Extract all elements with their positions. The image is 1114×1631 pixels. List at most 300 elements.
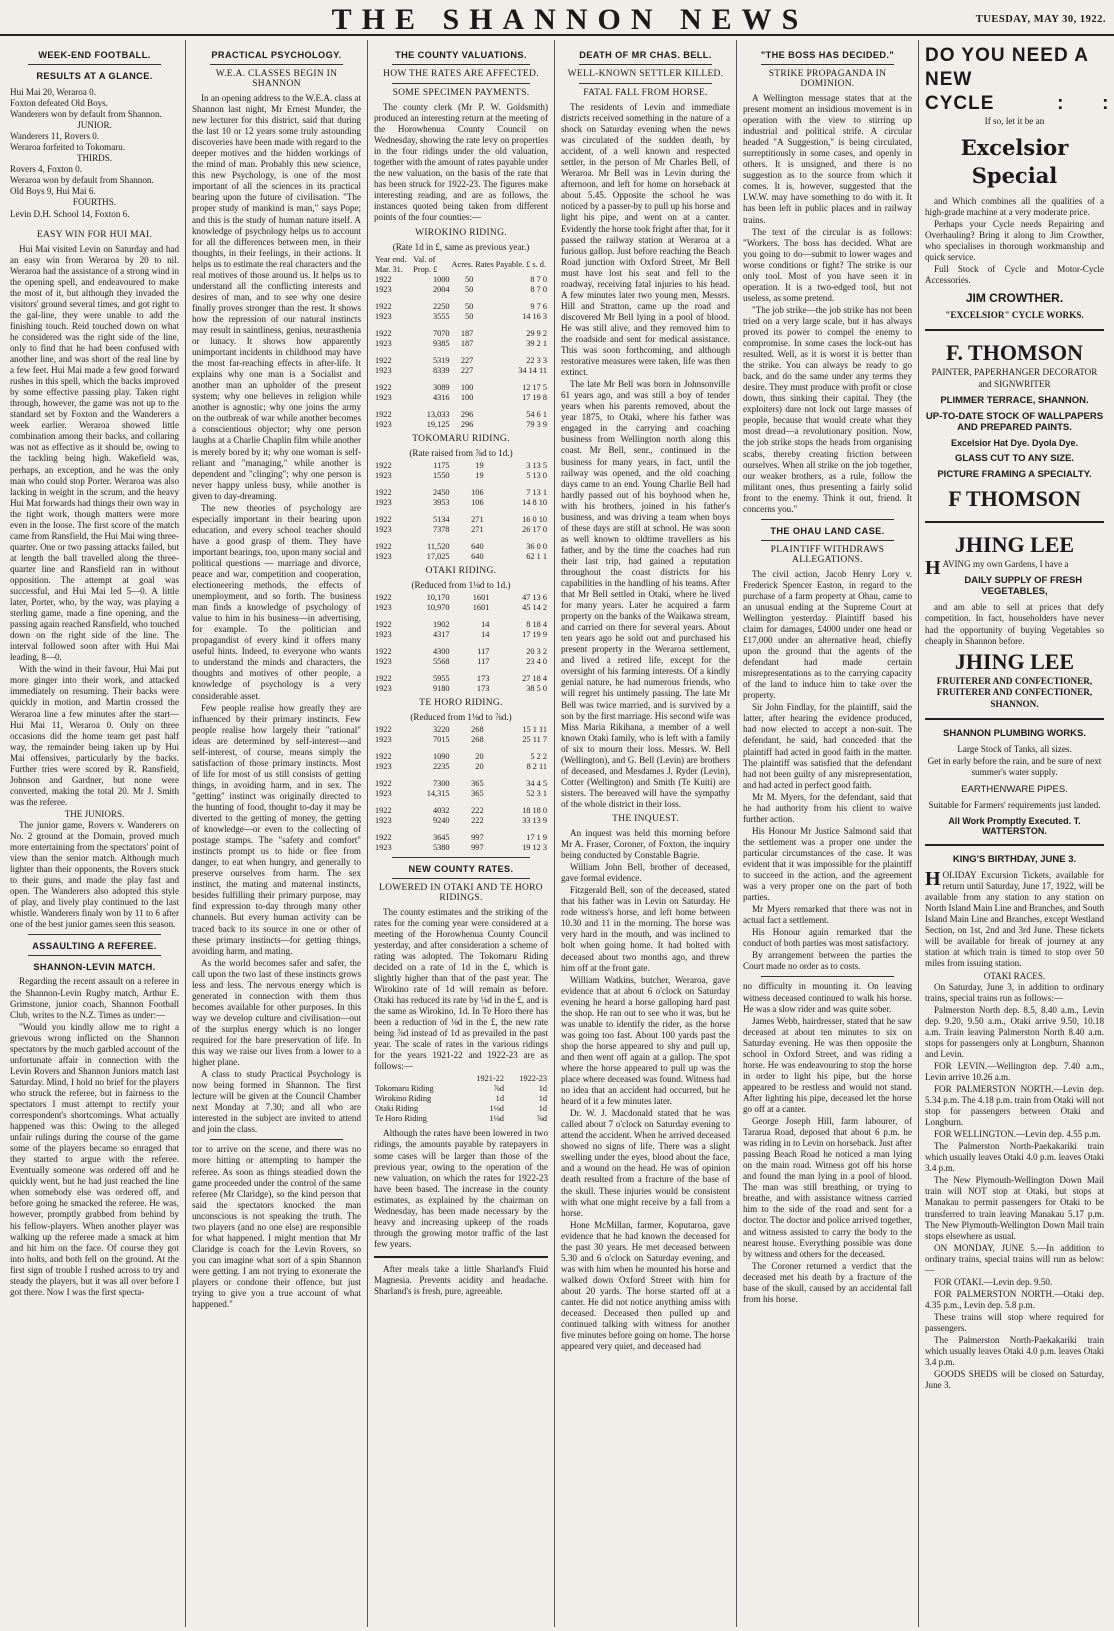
table-cell: 34 4 5: [526, 778, 547, 788]
table-cell: 19: [475, 470, 484, 480]
table-cell: 7378: [432, 524, 450, 534]
article-paragraph: "Would you kindly allow me to right a grievous wrong inflicted on the Shannon spectators by the much garbled account of the unfortunate affair in connection with the Levin Rovers and Shannon Juniors match last Saturday. Mind, I hold no brief for the players who struck the referee, but in fairness to the spectators I must attempt to rectify your correspondent's shortcomings. What actually happened was this: Owing to the alleged unfair rulings during the course of the game some of the players became so enraged that they started to argue with the referee. Eventually someone was ordered off and he quickly went, but he had just reached the line when somebody else was ordered off, and before going he smacked the referee. He was, however, promptly grabbed from behind by his fellow-players. When another player was walking up the referee made a smack at him and hit him on the face. Of course they got into holts, and both fell on the ground. At the first sign of trouble I rushed across to try and steady the players, but it was all over before I got there. Now I was the first specta-: [10, 1021, 179, 1297]
headline: DEATH OF MR CHAS. BELL.: [579, 50, 712, 60]
advert-heading: DO YOU NEED A NEW: [925, 45, 1089, 90]
divider: [210, 64, 343, 65]
subheadline: SHANNON-LEVIN MATCH.: [33, 962, 156, 973]
article-paragraph: Mr Myers remarked that there was not in actual fact a settlement.: [743, 904, 912, 926]
divider: [761, 976, 894, 977]
advert-text: Get in early before the rain, and be sure of next summer's water supply.: [927, 755, 1102, 778]
table-cell: 12 17 5: [522, 382, 547, 392]
advert-text: The New Plymouth-Wellington Down Mail train will NOT stop at Otaki, but stops at Manakau to permit passengers for Otaki to be transferred to train leaving Manakau 5.17 p.m. The New Plymouth-Wellington Down Mail train stops elsewhere as usual.: [925, 1175, 1104, 1241]
table-row: [374, 285, 548, 295]
advert-thomson: [925, 339, 1104, 513]
table-row: [374, 789, 548, 799]
table-cell: 1922: [375, 382, 392, 392]
table-row: [374, 552, 548, 562]
table-cell: 1923: [375, 734, 392, 744]
advert-text: Suitable for Farmers' requirements just landed.: [928, 799, 1101, 810]
table-cell: 20: [475, 751, 484, 761]
article-paragraph: His Honour again remarked that the conduct of both parties was most satisfactory.: [743, 927, 912, 949]
table-cell: Tokomaru Riding: [375, 1084, 434, 1094]
subheadline: THE INQUEST.: [612, 814, 679, 824]
table-header-cell: [374, 1074, 462, 1084]
table-cell: 271: [471, 514, 484, 524]
advert-text: HOLIDAY Excursion Tickets, available for return until Saturday, June 17, 1922, will be available from any station to any station on North Island Main Line and Branches, and South Island Main Line and Branches, except Westland Section, on 1st, 2nd and 3rd June. These tickets will be available for break of journey at any station at which train is timed to stop over 50 miles from issuing station.: [925, 868, 1104, 969]
advert-text: Palmerston North dep. 8.5, 8.40 a.m., Levin dep. 9.20, 9.50 a.m., Otaki arrive 9.50, 10.18 a.m. Train leaving Palmerston North 8.40 a.m. stops for passengers only at Longburn, Shannon and Levin.: [925, 1004, 1104, 1059]
table-row: [374, 762, 548, 772]
table-cell: Wirokino Riding: [375, 1094, 432, 1104]
table-cell: 227: [460, 355, 474, 365]
table-cell: 7 13 1: [526, 487, 547, 497]
table-cell: 1923: [375, 761, 392, 771]
article-paragraph: A class to study Practical Psychology is now being formed in Shannon. The first lecture will be given at the Council Chamber next Monday at 7.30; and all who are interested in the subject are invited to attend and join the class.: [192, 1069, 361, 1135]
advert-name: SHANNON PLUMBING WORKS.: [942, 728, 1087, 740]
table-cell: 1⅛d: [489, 1104, 504, 1114]
table-cell: 268: [471, 734, 484, 744]
table-cell: 1923: [375, 311, 392, 321]
subheadline: HOW THE RATES ARE AFFECTED.: [383, 69, 539, 79]
table-title: WIROKINO RIDING.: [415, 227, 507, 238]
table-cell: 45 14 2: [522, 602, 547, 612]
table-cell: 1922: [375, 301, 392, 311]
table-cell: 9240: [432, 815, 450, 825]
divider: [925, 329, 1104, 331]
divider: [761, 540, 894, 541]
subheadline: RESULTS AT A GLANCE.: [36, 71, 153, 81]
column-5: [737, 40, 919, 1627]
article-paragraph: By arrangement between the parties the Court made no order as to costs.: [743, 950, 912, 972]
table-cell: 106: [471, 487, 484, 497]
table-cell: 1922: [375, 592, 392, 602]
table-cell: 187: [460, 328, 474, 338]
column-6-adverts: [919, 40, 1110, 1627]
table-subtitle: (Reduced from 1⅛d to ⅞d.): [410, 711, 512, 722]
article-paragraph: no difficulty in mounting it. On leaving witness deceased continued to walk his horse. He was a slow rider and was quite sober.: [743, 981, 912, 1014]
table-cell: 20 3 2: [526, 646, 547, 656]
headline: WEEK-END FOOTBALL.: [38, 50, 151, 60]
advert-name: JHING LEE: [954, 532, 1075, 558]
table-cell: 25 11 7: [522, 734, 547, 744]
table-cell: 17 19 9: [522, 629, 547, 639]
table-header-row: [374, 255, 548, 275]
table-cell: 1922: [375, 646, 392, 656]
table-cell: 117: [477, 646, 490, 656]
table-cell: 4032: [432, 805, 450, 815]
article-paragraph: Few people realise how greatly they are influenced by their primary instincts. Few people realise how largely their "rational" ideas are determined by self-interest—and self-interest, of course, means simply the satisfaction of those primary instincts. Most of life for most of us still consists of getting things, in avoiding harm, and in sex. The "getting" instinct was originally directed to the hunting of food, thought to-day it may be diverted to the getting of money, the getting of knowledge—or even to the collecting of postage stamps. The "safety and comfort" instincts prompt us to hide or flee from danger, to eat when hungry, and generally to preserve ourselves from harm. The sex instinct, the mating and maternal instincts, besides fulfilling their primary purpose, may find expression to-day through many other channels. But every human activity can be traced back to its source in one or other of these primary instincts—for getting things, avoiding harm, and mating.: [192, 702, 361, 956]
table-cell: 1d: [538, 1104, 547, 1114]
table-header-cell: 1922-23: [519, 1074, 547, 1084]
headline: THE COUNTY VALUATIONS.: [395, 50, 527, 60]
table-cell: 997: [471, 842, 484, 852]
article-paragraph: With the wind in their favour, Hui Mai put more ginger into their work, and attacked immediately on resuming. Their backs were quickly in motion, and Martin crossed the Weraroa line a few minutes after the start—Hui Mai 11, Weraroa 0. Only on three occasions did the home team get past half way, the remainder being taken up by Hui Mai offensives, particularly by the backs. Further tries were scored by R. Ransfield, Johnson and Gardner, but none were converted, making the total 20. Mr J. Smith was the referee.: [10, 664, 179, 807]
table-cell: 14,315: [426, 788, 450, 798]
table-cell: Otaki Riding: [375, 1104, 419, 1114]
table-cell: 1922: [375, 751, 392, 761]
table-cell: 19,125: [426, 419, 450, 429]
table-cell: 4317: [432, 629, 450, 639]
article-paragraph: Regarding the recent assault on a referee in the Shannon-Levin Rugby match, Arthur E. Grimstone, junior coach, Shannon Football Club, writes to the N.Z. Times as under:—: [10, 976, 179, 1020]
subheadline: WELL-KNOWN SETTLER KILLED.: [567, 69, 724, 79]
table-cell: 296: [460, 419, 474, 429]
table-cell: 14: [481, 619, 490, 629]
table-cell: 10,170: [426, 592, 450, 602]
article-paragraph: Fitzgerald Bell, son of the deceased, stated that his father was in Levin on Saturday. He rode witness's horse, and left home between 10.30 and 11 in the morning. The horse was very hard in the mouth, and was inclined to bolt when going home. It had bolted with deceased about two months ago, and threw him off at the front gate.: [561, 885, 730, 973]
advert-text: All Work Promptly Executed. T. WATTERSTON.: [948, 816, 1081, 837]
table-row: [374, 339, 548, 349]
headline: ASSAULTING A REFEREE.: [32, 941, 157, 952]
rates-scale-table: [374, 1074, 548, 1124]
table-cell: 9 7 6: [530, 301, 547, 311]
article-paragraph: The Coroner returned a verdict that the deceased met his death by a fracture of the base of the skull, caused by an accidental fall from his horse.: [743, 1260, 912, 1304]
article-paragraph: In an opening address to the W.E.A. class at Shannon last night, Mr Ernest Munder, the new lecturer for this district, said that during the last 10 or 12 years some truly astounding discoveries have been made with regard to the deeper motives and the hidden workings of the mind of man. Probably this new science, this new Psychology, is one of the most important of all the sciences in its practical bearing upon the future of civilisation. "The proper study of mankind is man," says Pope; and this is the study of human nature itself. A knowledge of psychology helps us to account for all the differences between men, in their thoughts, in their feelings, in their actions. It helps us to estimate the real characters and the real motives of those around us. It helps us to understand all the conflicting interests and desires of man, and to see why one desire finally proves stronger than the rest. It shows how the repression of our natural instincts may result in saintliness, genius, neurasthenia or lunacy. It shows how apparently unimportant incidents in childhood may have the most far-reaching effects in after-life. It explains why one man is a Socialist and another man an upholder of the present system; why one believes in religion while another is agnostic; why one joins the army on the outbreak of war while another becomes a conscientious objector; why one person laughs at a Charlie Chaplin film while another is merely bored by it; why one woman is self-reliant and "managing," while another is dependent and "clinging"; why one person is never happy unless busy, while another is given to day-dreaming.: [192, 93, 361, 501]
advert-text: Full Stock of Cycle and Motor-Cycle Accessories.: [925, 263, 1104, 285]
table-body: [374, 275, 548, 430]
article-paragraph: The county estimates and the striking of the rates for the coming year were considered at a meeting of the Horowhenua County Council yesterday, and after consideration a scheme of rating was adopted. The Tokomaru Riding decided on a rate of 1d in the £, which is slightly higher than that of the past year. The Wirokino rate of 1d will remain as before. Otaki has reduced its rate by ⅛d in the £, and is the same as Wirokino, 1d. In Te Horo there has been a reduction of ⅛d in the £, the new rate being ⅞d instead of 1d as prevailed in the past year. The scale of rates in the various ridings for the years 1921-22 and 1922-23 are as follows:—: [374, 906, 548, 1072]
divider: [925, 521, 1104, 523]
table-cell: 5568: [432, 656, 450, 666]
advert-excelsior: [925, 44, 1110, 321]
article-paragraph: The junior game, Rovers v. Wanderers on No. 2 ground at the Domain, proved much more entertaining from the spectators' point of view than the senior match. Although much lighter than their opponents, the Rovers stuck to their guns, and made the play fast and open. The Wanderers also adopted this style of play, and lively play continued to the last whistle. Wanderers finaly won by 11 to 6 after one of the best junior games seen this season.: [10, 820, 179, 930]
table-row: [374, 745, 548, 762]
table-subtitle: (Rate 1d in £, same as previous year.): [392, 241, 530, 252]
table-cell: 1923: [375, 815, 392, 825]
results-list: Wanderers 11, Rovers 0. Weraroa forfeited to Tokomaru.: [10, 131, 126, 153]
table-cell: 7070: [432, 328, 450, 338]
column-2: [186, 40, 368, 1627]
table-cell: 2004: [432, 284, 450, 294]
table-cell: 29 9 2: [526, 328, 547, 338]
table-cell: 19 12 3: [522, 842, 547, 852]
divider: [925, 718, 1104, 720]
table-cell: 79 3 9: [526, 419, 547, 429]
article-paragraph: The late Mr Bell was born in Johnsonville 61 years ago, and was still a boy of tender years when his parents removed, about the year 1875, to Otaki, where his father was engaged in the carrying and coaching business from Wellington north along this coast. Mr Bell, senr., continued in the business for many years, in fact, until the railway was opened, and the old coaching days came to an end. Young Charlie Bell had hardly passed out of his boyhood when he, with his brothers, joined in his father's business, and was driving a team when boys of these days are still at school. He was soon as well known to oldtime travellers as his father, and by the time the coaches had run their last trip, had gained a reputation throughout the coast districts for his capabilities in the handling of his teams. After that Mr Bell settled in Otaki, where he lived for many years. Later he acquired a farm property on the banks of the Waikawa stream, and carried on there for several years. About ten years ago he sold out and purchased his present property in the Weraroa settlement, and lived a retired life, except for the oversight of his farming interests. Of a kindly genial nature, he had numerous friends, who will regret his untimely passing. The late Mr Bell was twice married, and is survived by a son by the first marriage. His second wife was Miss Maria Rikihana, a member of a well known Otaki family, who is left with a family of six to mourn their loss. Messrs. W. Bell (Wellington), and G. Bell (Levin) are brothers of deceased, and Mesdames J. Ryder (Levin), Cotter (Wellington) and Smith (Te Kuiti) are sisters. The bereaved will have the sympathy of the whole district in their loss.: [561, 379, 730, 809]
table-cell: 1922: [375, 541, 392, 551]
table-cell: 1902: [432, 619, 450, 629]
advert-heading: CYCLE : :: [925, 93, 1110, 114]
table-row: [374, 461, 548, 471]
table-row: [374, 481, 548, 498]
table-cell: 1922: [375, 355, 392, 365]
advert-text: EARTHENWARE PIPES.: [961, 783, 1068, 795]
table-cell: 50: [464, 284, 474, 294]
advert-text: FOR OTAKI.—Levin dep. 9.50.: [934, 1276, 1053, 1287]
divider: [392, 83, 530, 84]
table-cell: 11,520: [427, 541, 450, 551]
table-header-cell: 1921-22: [476, 1074, 504, 1084]
table-cell: 47 13 6: [522, 592, 547, 602]
advert-text: and am able to sell at prices that defy competition. In fact, householders have never had the opportunity of buying Vegetables so cheaply in Shannon before.: [925, 602, 1104, 646]
table-row: [374, 843, 548, 853]
table-cell: 16 0 10: [522, 514, 547, 524]
table-cell: 640: [471, 551, 484, 561]
advert-text: Excelsior Hat Dye. Dyola Dye.: [950, 438, 1079, 449]
table-header-row: [374, 1074, 548, 1084]
advert-text: "EXCELSIOR" CYCLE WORKS.: [945, 309, 1084, 320]
table-cell: 10,970: [426, 602, 450, 612]
table-cell: 17 19 8: [522, 392, 547, 402]
section-label: OTAKI RACES.: [983, 970, 1046, 981]
rates-table-otaki: [374, 593, 548, 694]
divider: [392, 857, 530, 858]
advert-text: These trains will stop where required for passengers.: [925, 1311, 1104, 1333]
table-cell: 1922: [375, 328, 392, 338]
article-paragraph: Dr. W. J. Macdonald stated that he was called about 7 o'clock on Saturday evening to attend the accident. When he arrived deceased showed no signs of life. There was a slight swelling under the eyes, blood about the face, and a wound on the head. He was of opinion death resulted from a fracture of the base of the skull. These injuries would be consistent with what one might receive by a fall from a horse.: [561, 1108, 730, 1218]
table-cell: 1922: [375, 619, 392, 629]
table-cell: 1923: [375, 683, 392, 693]
masthead-date: TUESDAY, MAY 30, 1922.: [975, 14, 1106, 25]
table-cell: ⅞d: [493, 1084, 504, 1094]
table-cell: 187: [460, 338, 474, 348]
table-cell: 100: [460, 392, 474, 402]
advert-text: FOR LEVIN.—Wellington dep. 7.40 a.m., Levin arrive 10.26 a.m.: [925, 1060, 1104, 1082]
table-body: [374, 1084, 548, 1124]
article-paragraph: tor to arrive on the scene, and there was no more hitting or attempting to hamper the referee. As soon as things steadied down the game proceeded under the control of the same referee (Mr Claridge), so the kind person that said the spectators knocked the man unconscious is not speaking the truth. The two players (and no one else) are responsible for what happened. I might mention that Mr Claridge is coach for the Levin Rovers, so you can imagine what sort of a spin Shannon were getting. I am not trying to exonerate the players or condone their offence, but just trying to give you a true account of what happened.": [192, 1144, 361, 1310]
headline: THE OHAU LAND CASE.: [770, 525, 885, 536]
table-cell: 3555: [432, 311, 450, 321]
table-cell: 5 13 0: [526, 470, 547, 480]
table-row: [374, 1104, 548, 1114]
table-cell: 1922: [375, 487, 392, 497]
table-cell: 19: [475, 460, 484, 470]
section-label: FOURTHS.: [72, 197, 117, 208]
section-label: THIRDS.: [76, 153, 113, 164]
table-cell: 1090: [432, 751, 450, 761]
divider: [28, 64, 161, 65]
table-cell: 1923: [375, 656, 392, 666]
divider: [925, 844, 1104, 846]
table-body: [374, 725, 548, 853]
table-row: [374, 603, 548, 613]
article-paragraph: "The job strike—the job strike has not been tried on a very large scale, but it has always proved its power to compel the enemy to compromise. In some cases the lock-out has resulted. Well, as it is worst it is better than the strike. You can always be ready to go back, and do the same under any terms they desire. They must produce with profit or close down, thus sinking their capital. They (the exploiters) dare not lock out large masses of people, because that would create what they most dread—a revolutionary position. Now, the job strike stops the heads from organising scabs, thereby creating friction between ourselves. When all strike on the job together, our weaker brothers, as a rule, follow the militant ones, thus presenting a fairly solid front to the enemy. Think it out, friend. It concerns you.": [743, 304, 912, 514]
table-cell: 52 3 1: [526, 788, 547, 798]
table-cell: 5 2 2: [530, 751, 547, 761]
advert-plumbing: [925, 728, 1104, 836]
table-cell: 5319: [432, 355, 450, 365]
table-cell: 62 1 1: [526, 551, 547, 561]
table-cell: 1922: [375, 514, 392, 524]
table-row: [374, 295, 548, 312]
advert-text: and Which combines all the qualities of a high-grade machine at a very moderate price.: [925, 195, 1104, 217]
table-cell: 14: [481, 629, 490, 639]
table-row: [374, 322, 548, 339]
table-cell: 50: [464, 274, 474, 284]
article-paragraph: Hui Mai visited Levin on Saturday and had an easy win from Weraroa by 20 to nil. Weraroa had the assistance of a strong wind in the opening spell, and endeavoured to make the most of it, but although they invaded the visitors' ground several times, and got right to the gal-line, they were unable to add the finishing touch. Reid touched down on what he considered was the right side of the line, only to find that he had been confused with another line, and was short of the real line by a few feet. Hui Mai made a few good forward rushes in this spell, which the backs improved by some effective passing play. Taken right through, however, the game was not up to the standard set by Foxton and the Wanderers a week earlier. Weraroa showed little combination among their backs, and collaring was not as effective as it should be, owing to the tackling being high. Wakefield was, perhaps, an exception, and he was the only man who could stop Porter. Weraroa was also lacking in weight in the scrum, and the heavy Hui Mat forwards had things their own way in the tight work, though matters were more even in the loose. The first score of the match came from Ransfield, the Hui Mai wing three-quarter. One or two passing attacks failed, but at length the ball travelled along the three-quarter line and Ransfield ran in without opposition. The attempt at goal was successful, and Hui Mai led 5—0. A little later, Porter, who, by the way, was playing a sterling game, made a fine opening, and the passing again reached Ransfield, who touched down on the right side of the line. The interval followed soon after with Hui Mai leading, 8—0.: [10, 243, 179, 663]
table-cell: 54 6 1: [526, 409, 547, 419]
table-row: [374, 312, 548, 322]
table-row: [374, 657, 548, 667]
subheadline: PLAINTIFF WITHDRAWS ALLEGATIONS.: [770, 544, 885, 565]
table-cell: 15 1 11: [522, 724, 547, 734]
section-label: JUNIOR.: [77, 120, 112, 131]
rates-table-tokomaru: [374, 461, 548, 562]
table-cell: 106: [471, 497, 484, 507]
table-cell: 1922: [375, 724, 392, 734]
table-cell: 173: [476, 673, 490, 683]
table-title: TOKOMARU RIDING.: [412, 433, 510, 444]
table-cell: 640: [471, 541, 484, 551]
table-cell: 2235: [432, 761, 450, 771]
article-paragraph: Mr M. Myers, for the defendant, said that he had authority from his client to waive further action.: [743, 791, 912, 824]
table-row: [374, 735, 548, 745]
advert-name: F. THOMSON: [946, 340, 1083, 366]
table-cell: 100: [460, 382, 474, 392]
table-cell: 296: [460, 409, 474, 419]
advert-text: UP-TO-DATE STOCK OF WALLPAPERS AND PREPARED PAINTS.: [925, 411, 1104, 434]
table-cell: 1000: [432, 274, 450, 284]
advert-text: DAILY SUPPLY OF FRESH VEGETABLES,: [964, 575, 1083, 598]
table-cell: 365: [471, 788, 484, 798]
advert-text: The Palmerston North-Paekakariki train which usually leaves Otaki 4.0 p.m. leaves Otaki 3.4 p.m.: [925, 1335, 1104, 1368]
table-cell: 17 1 9: [526, 832, 547, 842]
table-cell: ⅞d: [536, 1114, 547, 1124]
article-paragraph: Although the rates have been lowered in two ridings, the amounts payable by ratepayers in some cases will be larger than those of the previous year, owing to the operation of the new valuation, on which the rates for 1922-23 have been based. The increase in the county estimates, as explained by the chairman on Wednesday, has been made necessary by the heavy and increasing upkeep of the roads through the growing motor traffic of the last few years.: [374, 1128, 548, 1249]
table-cell: 3 13 5: [526, 460, 547, 470]
article-paragraph: The text of the circular is as follows: "Workers. The boss has decided. What are you going to do—submit to lower wages and worse conditions or fight? The strike is our only tool. Most of you have seen it in operation. It is a two-edged tool, but not useless, as some pretend.: [743, 226, 912, 303]
table-cell: 26 17 0: [522, 524, 547, 534]
table-cell: 1601: [472, 602, 490, 612]
advert-text: Perhaps your Cycle needs Repairing and Overhauling? Bring it along to Jim Crowther, who specialises in thorough workmanship and quick service.: [925, 218, 1104, 262]
table-cell: 18 18 0: [522, 805, 547, 815]
advert-jhing-lee: [925, 531, 1104, 710]
advert-text: GLASS CUT TO ANY SIZE.: [954, 453, 1075, 465]
table-cell: 173: [476, 683, 490, 693]
table-cell: 222: [471, 815, 484, 825]
table-row: [374, 630, 548, 640]
column-4: [555, 40, 737, 1627]
advert-text: PAINTER, PAPERHANGER DECORATOR and SIGNWRITER: [931, 367, 1098, 389]
table-cell: 5134: [432, 514, 450, 524]
table-cell: 22 3 3: [526, 355, 547, 365]
table-title: TE HORO RIDING.: [419, 697, 503, 708]
advert-name: JIM CROWTHER.: [965, 290, 1064, 305]
table-cell: 17,025: [426, 551, 450, 561]
table-cell: 9180: [432, 683, 450, 693]
table-row: [374, 826, 548, 843]
table-row: [374, 471, 548, 481]
table-cell: 365: [471, 778, 484, 788]
table-row: [374, 508, 548, 525]
table-cell: 117: [477, 656, 490, 666]
table-cell: 8 18 4: [526, 619, 547, 629]
table-cell: 268: [471, 724, 484, 734]
table-row: [374, 684, 548, 694]
rates-table-tehoro: [374, 725, 548, 853]
divider: [374, 1256, 548, 1258]
article-paragraph: William Watkins, butcher, Weraroa, gave evidence that at about 6 o'clock on Saturday evening he heard a horse galloping hard past the shop. He ran out to see who it was, but he was unable to identify the rider, as the horse was going too fast. About 100 yards past the shop the horse appeared to shy and pull up, and then went off again at a gallop. The spot where the horse appeared to pull up was the place where deceased was found. Witness had no idea that an accident had occurred, but he heard of it a few minutes later.: [561, 974, 730, 1107]
table-cell: 1⅛d: [489, 1114, 504, 1124]
advert-text: PICTURE FRAMING A SPECIALTY.: [937, 469, 1092, 481]
table-cell: 50: [464, 301, 474, 311]
table-cell: 1923: [375, 788, 392, 798]
table-cell: 3953: [432, 497, 450, 507]
table-row: [374, 366, 548, 376]
table-row: [374, 799, 548, 816]
article-paragraph: The residents of Levin and immediate districts received something in the nature of a shock on Saturday evening when the news was circulated of the sudden death, by accident, of a well known and respected settler, in the person of Mr Charles Bell, of Weraroa. Mr Bell was in Levin during the afternoon, and left for home on horseback at about 5.45. Opposite the school he was noticed by a passer-by to pull up his horse and light his pipe, and went on at a canter. Evidently the horse took fright after that, for it passed the railway station at Weraroa at a furious gallop. Just before reaching the Beach Road junction with Oxford Street, Mr Bell must have lost his seat and fell to the roadway, receiving fatal injuries to his head. A few minutes later two young men, Messrs. Hill and Stratton, came up the road and discovered Mr Bell lying in a pool of blood. He was still alive, and they removed him to the roadside and sent for medical assistance. This was soon forthcoming, and although restorative measures were taken, life was then extinct.: [561, 102, 730, 378]
table-cell: 1d: [495, 1094, 504, 1104]
table-cell: 1922: [375, 673, 392, 683]
table-row: [374, 1084, 548, 1094]
divider: [392, 878, 530, 879]
table-row: [374, 403, 548, 420]
table-cell: 9385: [432, 338, 450, 348]
divider: [761, 64, 894, 65]
headline: NEW COUNTY RATES.: [408, 863, 514, 874]
table-cell: 271: [471, 524, 484, 534]
table-cell: 3220: [432, 724, 450, 734]
table-cell: 3089: [432, 382, 450, 392]
results-list: Rovers 4, Foxton 0. Weraroa won by default from Shannon. Old Boys 9, Hui Mai 6.: [10, 164, 154, 197]
table-row: [374, 816, 548, 826]
table-row: [374, 1094, 548, 1104]
table-cell: Te Horo Riding: [375, 1114, 427, 1124]
table-header-cell: Rates Payable. £ s. d.: [475, 259, 547, 269]
table-cell: 1922: [375, 274, 392, 284]
divider: [28, 955, 161, 956]
results-list: Levin D.H. School 14, Foxton 6.: [10, 208, 130, 219]
table-cell: 4300: [432, 646, 450, 656]
table-cell: 34 14 11: [518, 365, 547, 375]
table-cell: 1601: [472, 592, 490, 602]
rates-table-wirokino: [374, 255, 548, 430]
results-list: Hui Mai 20, Weraroa 0. Foxton defeated Old Boys. Wanderers won by default from Shannon.: [10, 87, 162, 120]
article-paragraph: An inquest was held this morning before Mr A. Fraser, Coroner, of Foxton, the inquiry being conducted by Constable Bagrie.: [561, 828, 730, 861]
column-1: [4, 40, 186, 1627]
article-paragraph: William John Bell, brother of deceased, gave formal evidence.: [561, 862, 730, 884]
table-cell: 1d: [538, 1094, 547, 1104]
subheadline: STRIKE PROPAGANDA IN DOMINION.: [768, 69, 887, 89]
table-row: [374, 393, 548, 403]
divider: [210, 1139, 343, 1140]
table-row: [374, 420, 548, 430]
table-row: [374, 1114, 548, 1124]
divider: [392, 64, 530, 65]
table-row: [374, 613, 548, 630]
table-row: [374, 772, 548, 789]
table-cell: 20: [475, 761, 484, 771]
table-cell: 1175: [433, 460, 450, 470]
headline: "THE BOSS HAS DECIDED.": [760, 50, 895, 60]
advert-name: JHING LEE: [954, 648, 1075, 674]
table-cell: 38 5 0: [526, 683, 547, 693]
table-row: [374, 725, 548, 735]
table-cell: 27 18 4: [522, 673, 547, 683]
advert-text: HAVING my own Gardens, I have a: [925, 557, 1069, 580]
table-cell: 1922: [375, 805, 392, 815]
table-cell: 8 7 0: [530, 274, 547, 284]
subheadline: EASY WIN FOR HUI MAI.: [36, 229, 153, 240]
divider: [761, 519, 894, 520]
table-cell: 1923: [375, 551, 392, 561]
table-cell: 2450: [432, 487, 450, 497]
advert-text: PLIMMER TERRACE, SHANNON.: [940, 395, 1089, 407]
table-cell: 13,033: [426, 409, 450, 419]
table-cell: 39 2 1: [526, 338, 547, 348]
advert-text: ON MONDAY, JUNE 5.—In addition to ordinary trains, special trains will run as below:—: [925, 1242, 1104, 1275]
table-cell: 5955: [432, 673, 450, 683]
table-row: [374, 349, 548, 366]
table-cell: 222: [471, 805, 484, 815]
table-cell: 8 2 11: [526, 761, 547, 771]
table-cell: 33 13 9: [522, 815, 547, 825]
advert-brand: Excelsior Special: [960, 134, 1069, 188]
table-cell: 1923: [375, 392, 392, 402]
divider: [579, 64, 712, 65]
advert-text: FOR PALMERSTON NORTH.—Levin dep. 5.34 p.m. The 4.18 p.m. train from Otaki will not stop for passengers between Otaki and Longburn.: [925, 1084, 1104, 1128]
table-cell: 1923: [375, 602, 392, 612]
subheadline: LOWERED IN OTAKI AND TE HORO RIDINGS.: [379, 882, 543, 903]
advert-text: After meals take a little Sharland's Fluid Magnesia. Prevents acidity and headache. Sharland's is fresh, pure, agreeable.: [374, 1263, 548, 1297]
